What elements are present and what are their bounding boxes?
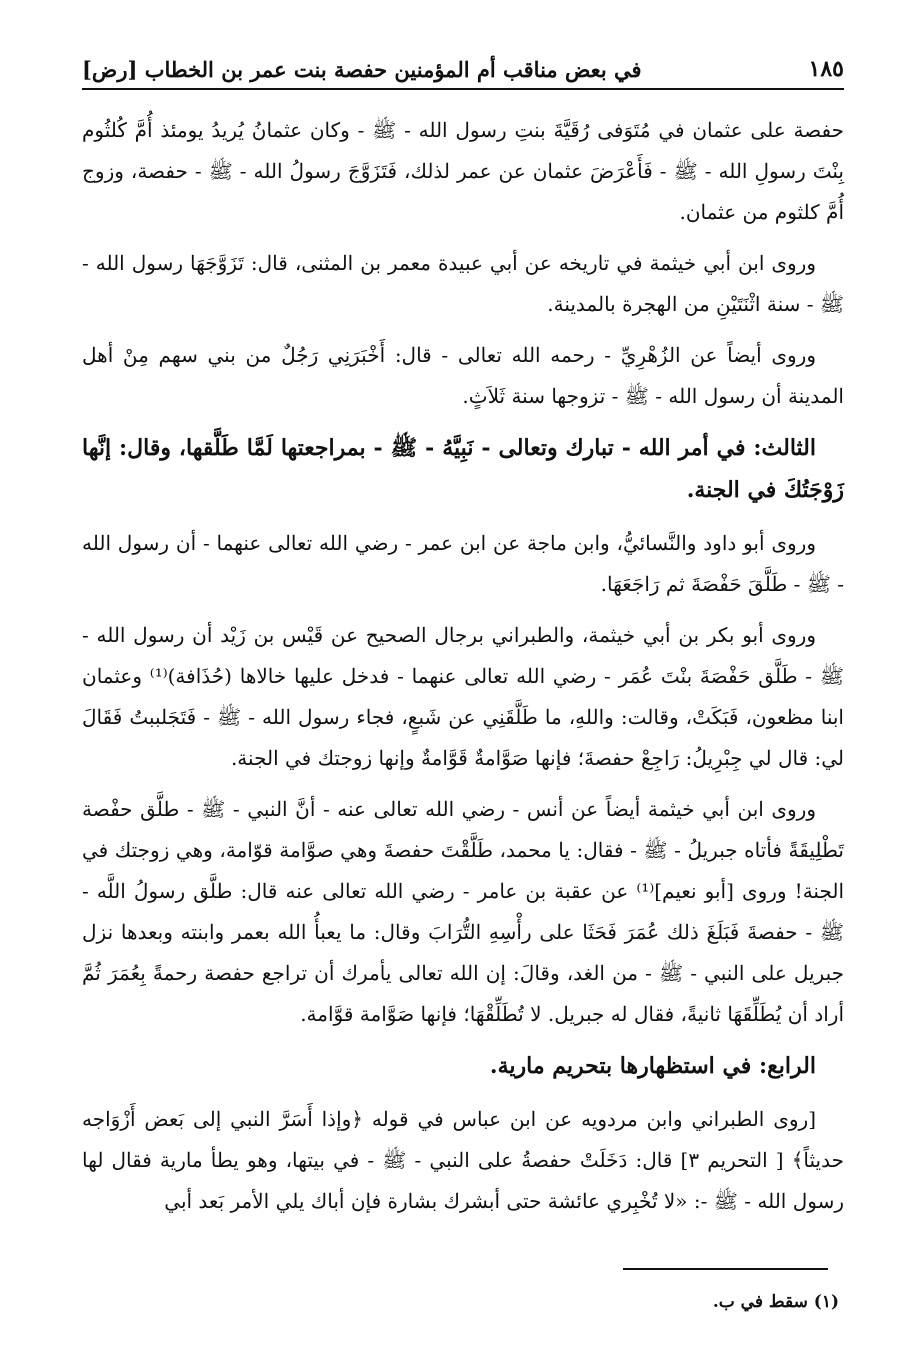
running-title: في بعض مناقب أم المؤمنين حفصة بنت عمر بن الخطاب [رض] [82, 57, 642, 82]
footnote: (١) سقط في ب. [712, 1292, 839, 1312]
paragraph-7: [روى الطبراني وابن مردويه عن ابن عباس في قوله ﴿وإذا أَسَرَّ النبي إلى بَعض أَزْوَاجه حديثاً﴾ [ التحريم ٣] قال: دَخَلَتْ حفصةُ على النبي - ﷺ - في بيتها، وهو يطأ مارية فقال لها رسول الله - ﷺ -: «لا تُخْبِري عائشة حتى أبشرك بشارة فإن أباك يلي الأمر بَعد أبي [82, 1107, 844, 1213]
paragraph-6: وروى ابن أبي خيثمة أيضاً عن أنس - رضي الله تعالى عنه - أنَّ النبي - ﷺ - طلَّق حفْصة تَطْلِيقَةً فأتاه جبريلُ - ﷺ - فقال: يا محمد، طَلَّقْتَ حفصةَ وهي صوَّامة قوّامة، وهي زوجتك في الجنة! وروى [أبو نعيم]⁽¹⁾ عن عقبة بن عامر - رضي الله تعالى عنه قال: طلَّق رسولُ اللَّه - ﷺ - حفصةَ فَبَلَغَ ذلك عُمَرَ فَحَثَا على رأْسِهِ التُّرَابَ وقال: ما يعبأُ الله بعمر وابنته وبعدها نزل جبريل على النبي - ﷺ - من الغد، وقالَ: إن الله تعالى يأمرك أن تراجع حفصة رحمةً بِعُمَرَ ثُمَّ أراد أن يُطَلِّقَهَا ثانيةً، فقال له جبريل. لا تُطَلِّقْهَا؛ فإنها صَوَّامة قوَّامة. [82, 797, 845, 1026]
paragraph-1: حفصة على عثمان في مُتَوَفى رُقَيَّةَ بنتِ رسول الله - ﷺ - وكان عثمانُ يُريدُ يومئذ أُمَّ كُلثُوم بِنْتَ رسولِ الله - ﷺ - فَأَعْرَضَ عثمان عن عمر لذلك، فَتَزَوَّجَ رسولُ الله - ﷺ - حفصة، وزوج أُمَّ كلثوم من عثمان. [82, 118, 844, 224]
section-three-heading: الثالث: في أمر الله - تبارك وتعالى - نَبِيَّهُ - ﷺ - بمراجعتها لَمَّا طَلَّقها، وقال: إنَّها زَوْجَتُكَ في الجنة. [82, 435, 844, 503]
page-header [82, 52, 844, 90]
paragraph-5: وروى أبو بكر بن أبي خيثمة، والطبراني برجال الصحيح عن قَيْس بن زَيْد أن رسول الله - ﷺ - طَلَّق حَفْصَةَ بنْتَ عُمَر - رضي الله تعالى عنهما - فدخل عليها خالاها (حُذَافة)⁽¹⁾ وعثمان ابنا مظعون، فَبَكَتْ، وقالت: واللهِ، ما طَلَّقَنِي عن شَبعٍ، فجاء رسول الله - ﷺ - فَتَجَلببتُ فَقَالَ لي: قال لي جِبْرِيلُ: رَاجِعْ حفصةَ؛ فإنها صَوَّامةٌ قَوَّامةٌ وإنها زوجتك في الجنة. [82, 623, 844, 770]
paragraph-3: وروى أيضاً عن الزُهْرِيِّ - رحمه الله تعالى - قال: أَخْبَرَنِي رَجُلٌ من بني سهم مِنْ أهل المدينة أن رسول الله - ﷺ - تزوجها سنة ثَلاَثٍ. [82, 343, 844, 408]
paragraph-4: وروى أبو داود والنَّسائيُّ، وابن ماجة عن ابن عمر - رضي الله تعالى عنهما - أن رسول الله - ﷺ - طَلَّقَ حَفْصَةَ ثم رَاجَعَهَا. [82, 531, 844, 596]
footnote-divider [623, 1268, 828, 1270]
page-number: ١٨٥ [808, 56, 844, 82]
paragraph-2: وروى ابن أبي خيثمة في تاريخه عن أبي عبيدة معمر بن المثنى، قال: تَزَوَّجَهَا رسول الله - ﷺ - سنة اثْنَتَيْنِ من الهجرة بالمدينة. [82, 251, 844, 316]
section-four-heading: الرابع: في استظهارها بتحريم مارية. [489, 1053, 816, 1079]
page-body [82, 110, 844, 1232]
